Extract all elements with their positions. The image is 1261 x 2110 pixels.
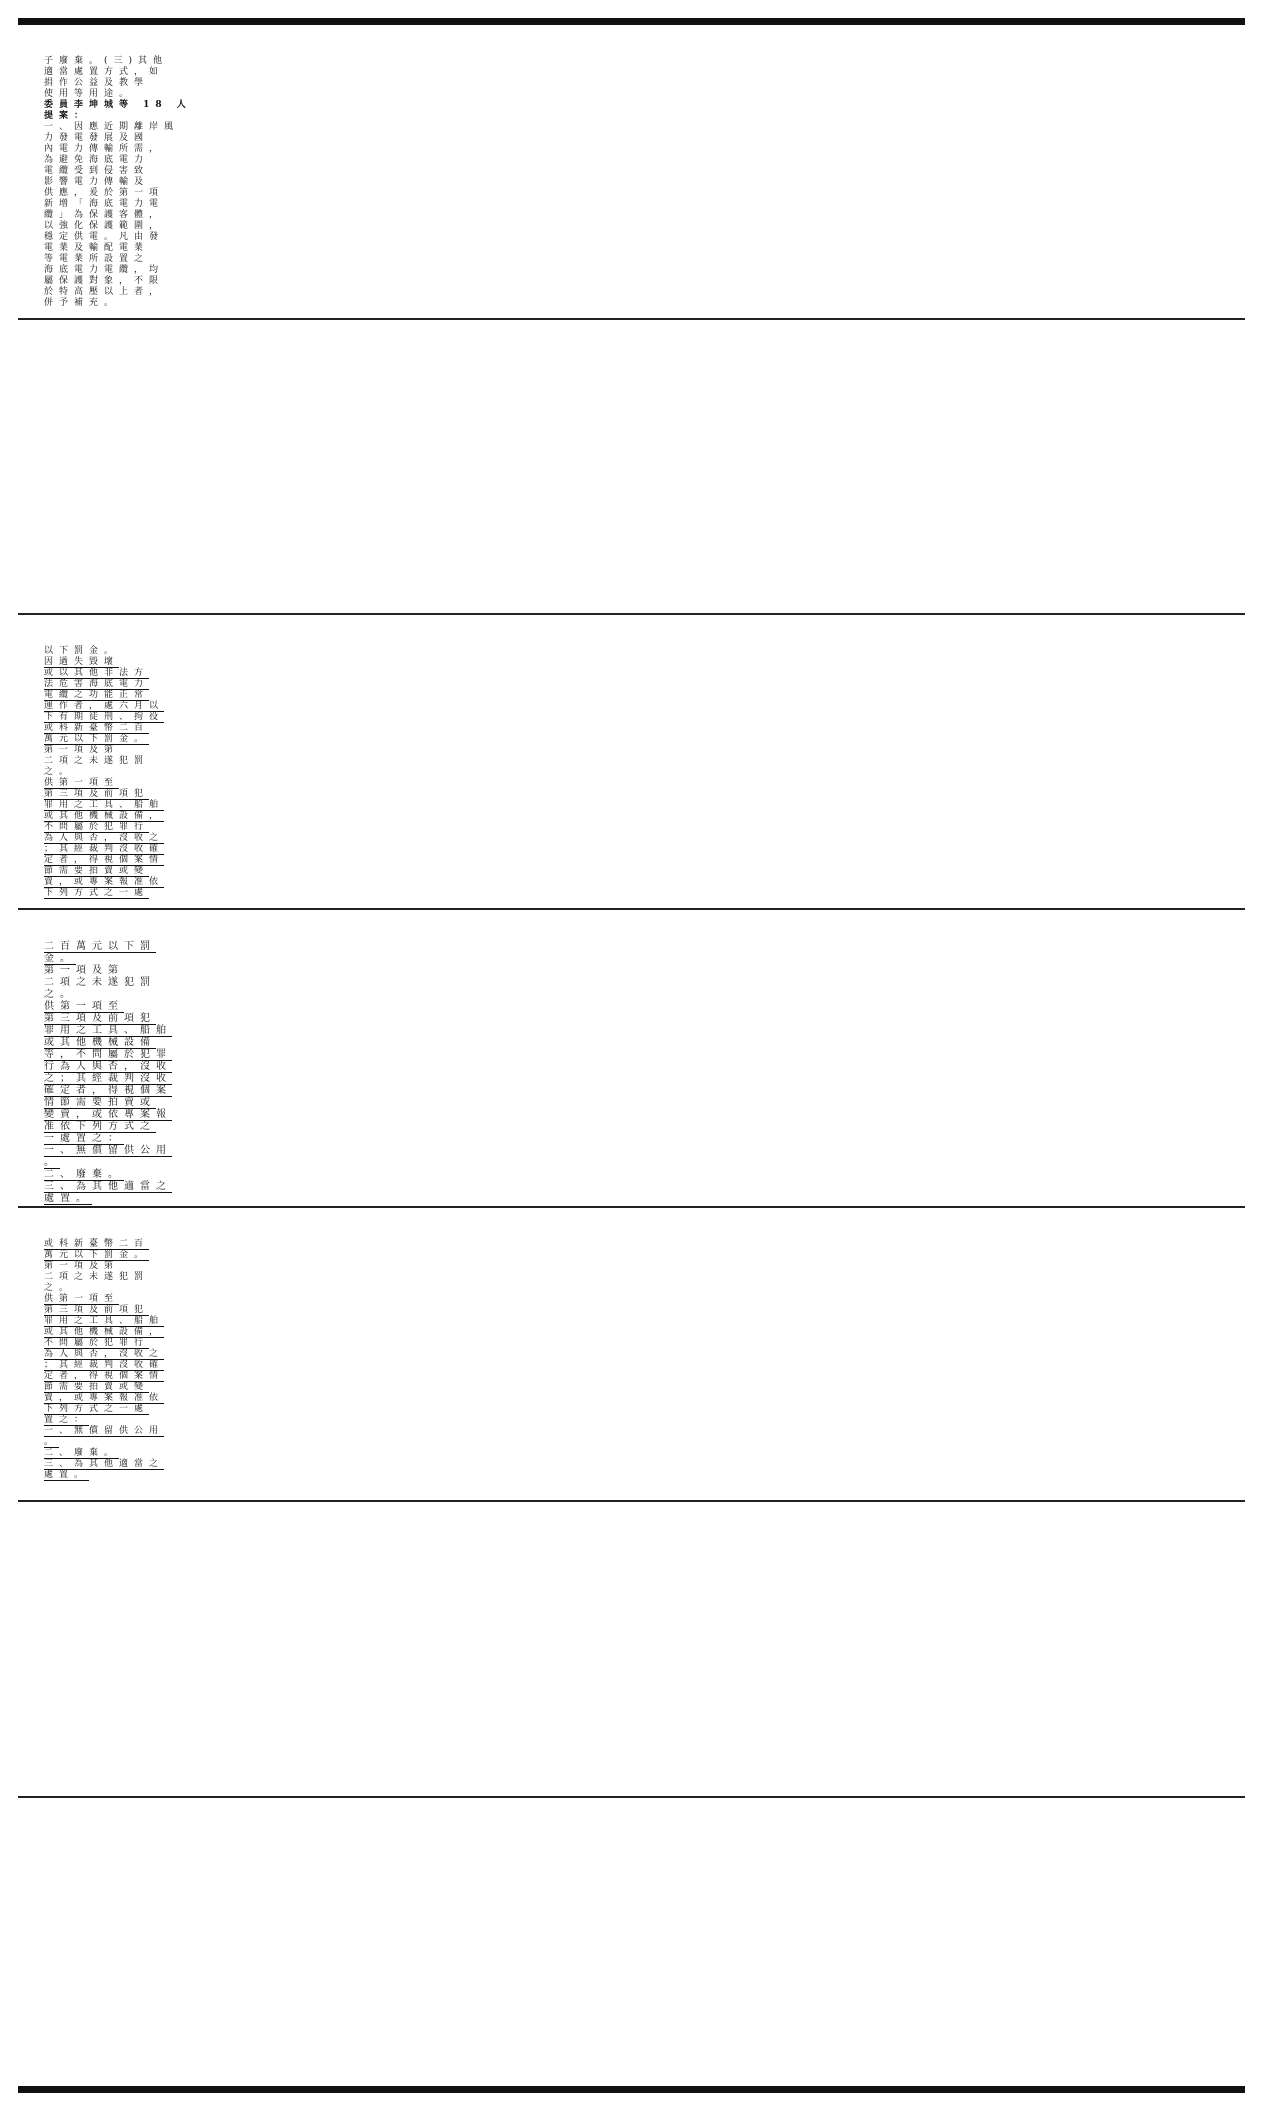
text-line <box>44 691 149 700</box>
text-line <box>44 1050 172 1060</box>
text-line <box>44 746 119 755</box>
text-line-content: 賣，或專案報准依 <box>44 1393 165 1403</box>
text-line <box>44 1394 164 1403</box>
text-line-content: 運作者，處六月以 <box>44 701 165 711</box>
text-line-content: 併予補充。 <box>44 298 120 308</box>
text-line <box>44 266 164 275</box>
text-line-content: 捐作公益及教學 <box>44 78 150 88</box>
text-line-content: 之。 <box>44 989 76 1000</box>
text-line-content: 為人與否，沒收之 <box>44 1349 165 1359</box>
text-line-content: 供第一項至 <box>44 1001 124 1012</box>
text-line-content: 之。 <box>44 767 75 777</box>
text-line-content: 為人與否，沒收之 <box>44 833 165 843</box>
text-line-content: 確定者，得視個案 <box>44 1085 172 1096</box>
text-line-content: 三、為其他適當之 <box>44 1459 165 1469</box>
text-line <box>44 867 149 876</box>
top-border <box>18 18 1245 25</box>
text-line <box>44 200 164 209</box>
text-line-content: 賣，或專案報准依 <box>44 877 165 887</box>
text-line-content: 子廢棄。(三)其他 <box>44 56 169 66</box>
text-line-content: 一處置之： <box>44 1133 124 1144</box>
text-line <box>44 1098 156 1108</box>
text-line-content: 准依下列方式之 <box>44 1121 156 1132</box>
text-line-content: 萬元以下罰金。 <box>44 734 150 744</box>
text-line-content: 電纜之功能正常 <box>44 690 150 700</box>
text-line-content: 第三項及前項犯 <box>44 789 150 799</box>
text-line-content: 或其他機械設備， <box>44 1327 165 1337</box>
text-line <box>44 1122 156 1132</box>
text-line <box>44 211 164 220</box>
text-line <box>44 178 149 187</box>
bottom-border <box>18 2086 1245 2093</box>
text-line <box>44 713 164 722</box>
text-line <box>44 1086 172 1096</box>
text-line-content: 第一項及第 <box>44 745 120 755</box>
text-line-content: 或科新臺幣二百 <box>44 723 150 733</box>
text-line-content: 二項之未遂犯罰 <box>44 756 150 766</box>
text-line <box>44 1284 74 1293</box>
table-cell <box>18 320 1245 613</box>
text-line-content: 一、因應近期離岸風 <box>44 122 180 132</box>
text-line-content: 節需要拍賣或變 <box>44 866 150 876</box>
text-line-content: 下有期徒刑、拘役 <box>44 712 165 722</box>
text-line <box>44 1295 119 1304</box>
text-line <box>44 1273 149 1282</box>
text-line <box>44 680 149 689</box>
text-line-content: 置之： <box>44 1415 90 1425</box>
text-line <box>44 222 164 231</box>
text-line-content: 下列方式之一處 <box>44 888 150 898</box>
text-line <box>44 134 149 143</box>
text-line <box>44 1317 164 1326</box>
text-line <box>44 1182 172 1192</box>
text-line <box>44 68 164 77</box>
text-line-content: 二、廢棄。 <box>44 1448 120 1458</box>
table-cell <box>18 1208 1245 1500</box>
text-line-content: 供第一項至 <box>44 1294 120 1304</box>
text-line <box>44 1110 172 1120</box>
text-line-content: 委員李坤城等 18 人 <box>44 100 192 110</box>
text-line-content: 第一項及第 <box>44 1261 120 1271</box>
text-line <box>44 845 164 854</box>
text-line-content: 罪用之工具、船舶 <box>44 800 165 810</box>
table-cell <box>18 1798 1245 2086</box>
text-line-content: 罪用之工具、船舶 <box>44 1025 172 1036</box>
text-line-content: 供應，爰於第一項 <box>44 188 165 198</box>
text-line <box>44 1405 149 1414</box>
text-line <box>44 101 192 110</box>
text-line-content: 以下罰金。 <box>44 646 120 656</box>
text-line <box>44 1146 172 1156</box>
table-cell <box>18 25 1245 318</box>
text-line <box>44 954 76 964</box>
text-line-content: 行為人與否，沒收 <box>44 1061 172 1072</box>
text-line-content: 等電業所設置之 <box>44 254 150 264</box>
text-line <box>44 1134 124 1144</box>
text-line <box>44 1062 172 1072</box>
text-line <box>44 233 164 242</box>
text-line <box>44 167 149 176</box>
text-line <box>44 244 149 253</box>
text-line-content: 影響電力傳輸及 <box>44 177 150 187</box>
text-line-content: 處置。 <box>44 1193 92 1204</box>
text-line <box>44 1427 164 1436</box>
text-line <box>44 1306 149 1315</box>
text-line <box>44 1438 59 1447</box>
text-line-content: 定者，得視個案情 <box>44 1371 165 1381</box>
text-line <box>44 1002 124 1012</box>
text-line <box>44 255 149 264</box>
text-line <box>44 889 149 898</box>
text-line <box>44 189 164 198</box>
text-line-content: 之；其經裁判沒收 <box>44 1073 172 1084</box>
text-line-content: 三、為其他適當之 <box>44 1181 172 1192</box>
text-line <box>44 1240 149 1249</box>
text-line-content: 為避免海底電力 <box>44 155 150 165</box>
text-line-content: 電纜受到侵害致 <box>44 166 150 176</box>
text-line-content: 二項之未遂犯罰 <box>44 1272 150 1282</box>
text-line <box>44 1449 119 1458</box>
text-line <box>44 1328 164 1337</box>
table-cell <box>18 910 1245 1206</box>
text-line <box>44 1014 156 1024</box>
text-line-content: 二項之未遂犯罰 <box>44 977 156 988</box>
text-line <box>44 834 164 843</box>
text-line-content: 新增「海底電力電 <box>44 199 165 209</box>
text-line <box>44 123 179 132</box>
text-line <box>44 779 119 788</box>
text-line <box>44 966 124 976</box>
text-line-content: ；其經裁判沒收確 <box>44 1360 165 1370</box>
text-line-content: 內電力傳輸所需， <box>44 144 165 154</box>
text-line-content: 適當處置方式，如 <box>44 67 165 77</box>
text-line-content: 不問屬於犯罪行 <box>44 822 150 832</box>
text-line-content: 使用等用途。 <box>44 89 135 99</box>
text-line <box>44 724 149 733</box>
text-line <box>44 647 119 656</box>
text-line <box>44 812 164 821</box>
text-line-content: 或其他機械設備， <box>44 811 165 821</box>
text-line <box>44 1026 172 1036</box>
text-line-content: 海底電力電纜，均 <box>44 265 165 275</box>
text-line-content: 穩定供電。凡由發 <box>44 232 165 242</box>
text-line <box>44 978 156 988</box>
text-line <box>44 1158 60 1168</box>
text-line <box>44 156 149 165</box>
text-line <box>44 1416 89 1425</box>
text-line-content: 罪用之工具、船舶 <box>44 1316 165 1326</box>
text-line <box>44 288 164 297</box>
text-line <box>44 878 164 887</box>
text-line-content: 第三項及前項犯 <box>44 1305 150 1315</box>
text-line <box>44 1372 164 1381</box>
text-line <box>44 299 119 308</box>
text-line <box>44 90 134 99</box>
text-line-content: 屬保護對象，不限 <box>44 276 165 286</box>
text-line <box>44 1339 149 1348</box>
text-line <box>44 801 164 810</box>
text-line-content: 定者，得視個案情 <box>44 855 165 865</box>
text-line <box>44 57 168 66</box>
text-line <box>44 702 164 711</box>
text-line-content: 纜」為保護客體， <box>44 210 165 220</box>
text-line <box>44 1350 164 1359</box>
text-line-content: 之。 <box>44 1283 75 1293</box>
text-line <box>44 1460 164 1469</box>
text-line-content: 金。 <box>44 953 76 964</box>
text-line <box>44 856 164 865</box>
text-line-content: 供第一項至 <box>44 778 120 788</box>
text-line-content: 或科新臺幣二百 <box>44 1239 150 1249</box>
text-line-content: 。 <box>44 1437 60 1447</box>
text-line-content: 或其他機械設備 <box>44 1037 156 1048</box>
text-line-content: 一、無償留供公用 <box>44 1145 172 1156</box>
text-line <box>44 79 149 88</box>
text-line <box>44 112 89 121</box>
text-line <box>44 1038 156 1048</box>
text-line-content: 電業及輸配電業 <box>44 243 150 253</box>
text-line-content: 二百萬元以下罰 <box>44 941 156 952</box>
text-line-content: 提案： <box>44 111 90 121</box>
text-line-content: 。 <box>44 1157 60 1168</box>
text-line-content: 於特高壓以上者， <box>44 287 165 297</box>
text-line <box>44 669 149 678</box>
text-line-content: 不問屬於犯罪行 <box>44 1338 150 1348</box>
text-line-content: 力發電發展及國 <box>44 133 150 143</box>
text-line <box>44 1471 89 1480</box>
text-line <box>44 1251 149 1260</box>
text-line-content: 處置。 <box>44 1470 90 1480</box>
text-line <box>44 277 164 286</box>
text-line <box>44 942 156 952</box>
text-line <box>44 990 76 1000</box>
table-cell <box>18 615 1245 908</box>
text-line <box>44 823 149 832</box>
text-line <box>44 1361 164 1370</box>
text-line <box>44 757 149 766</box>
text-line-content: 節需要拍賣或變 <box>44 1382 150 1392</box>
text-line-content: 法危害海底電力 <box>44 679 150 689</box>
text-line <box>44 1194 92 1204</box>
text-line-content: 等，不問屬於犯罪 <box>44 1049 172 1060</box>
text-line-content: ；其經裁判沒收確 <box>44 844 165 854</box>
text-line <box>44 735 149 744</box>
text-line <box>44 1074 172 1084</box>
text-line-content: 變賣，或依專案報 <box>44 1109 172 1120</box>
text-line-content: 下列方式之一處 <box>44 1404 150 1414</box>
text-line-content: 第三項及前項犯 <box>44 1013 156 1024</box>
text-line <box>44 145 164 154</box>
text-line-content: 二、廢棄。 <box>44 1169 124 1180</box>
table-cell <box>18 1502 1245 1796</box>
text-line <box>44 1383 149 1392</box>
text-line-content: 以強化保護範圍， <box>44 221 165 231</box>
text-line <box>44 658 119 667</box>
text-line <box>44 790 149 799</box>
text-line <box>44 1262 119 1271</box>
text-line-content: 因過失毀壞 <box>44 657 120 667</box>
text-line <box>44 1170 124 1180</box>
text-line-content: 第一項及第 <box>44 965 124 976</box>
text-line-content: 或以其他非法方 <box>44 668 150 678</box>
text-line-content: 萬元以下罰金。 <box>44 1250 150 1260</box>
text-line <box>44 768 74 777</box>
text-line-content: 情節需要拍賣或 <box>44 1097 156 1108</box>
text-line-content: 一、無償留供公用 <box>44 1426 165 1436</box>
